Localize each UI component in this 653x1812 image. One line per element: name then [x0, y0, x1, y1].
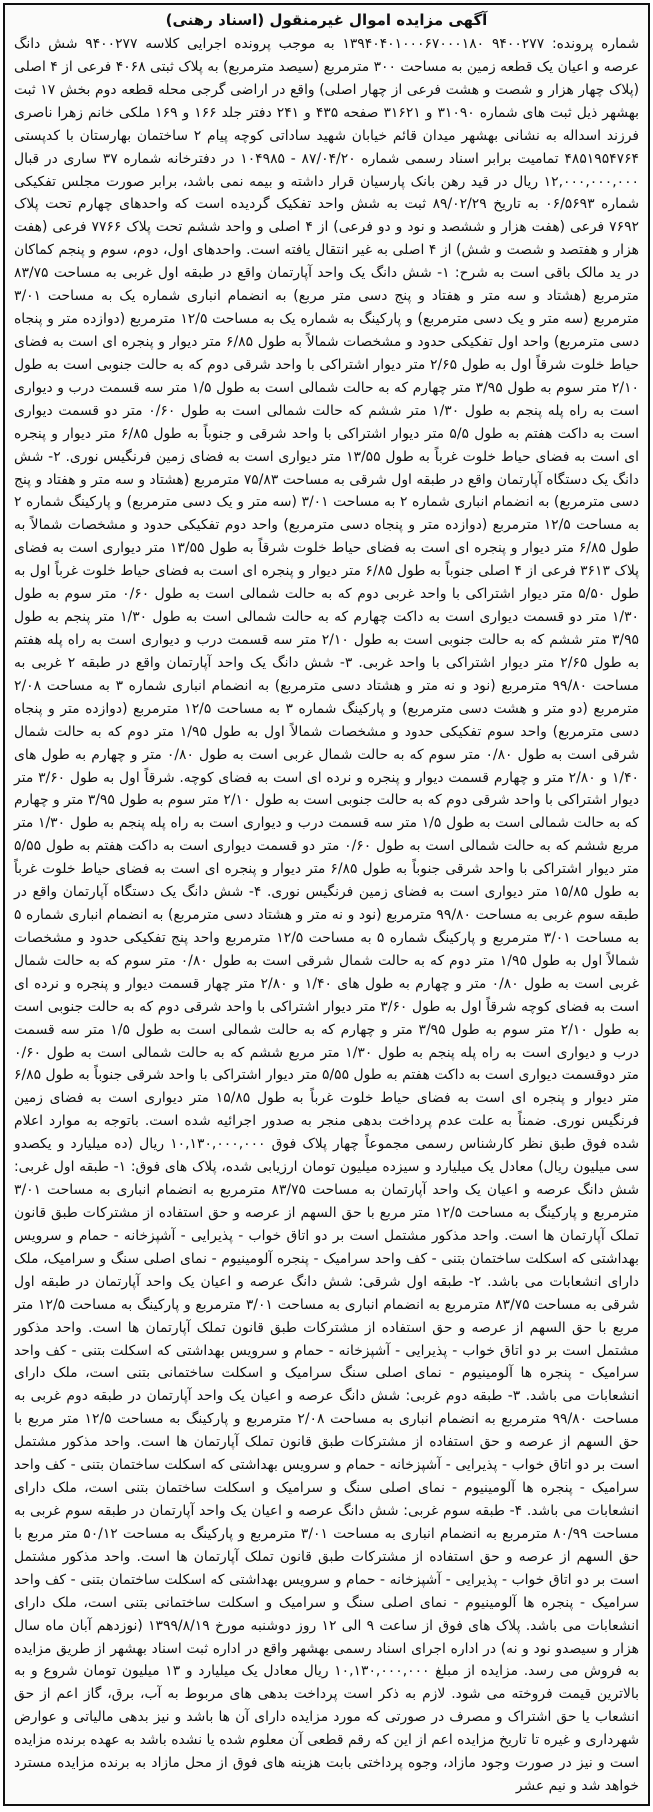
notice-paragraph: شماره پرونده: ۹۴۰۰۲۷۷ ۱۳۹۴۰۴۰۱۰۰۰۶۷۰۰۰۱۸۰ به موجب پرونده اجرایی کلاسه ۹۴۰۰۲۷۷ شش دانگ عرصه و اعیان یک قطعه زمین به مساحت ۳۰۰ مترمربع (سیصد مترمربع) به پلاک ثبتی ۴۰۶۸ فرعی از ۴ اصلی (پلاک چهار هزار و شصت و هشت فرعی از چهار اصلی) واقع در اراضی گرجی محله قطعه دوم بخش ۱۷ ثبت بهشهر ذیل ثبت های شماره ۳۱۰۹۰ و ۳۱۶۲۱ صفحه ۴۳۵ و ۲۴۱ دفتر جلد ۱۶۶ و ۱۶۹ ملکی خانم زهرا ناصری فرزند اسداله به نشانی بهشهر میدان قائم خیابان شهید ساداتی کوچه پیام ۲ ساختمان بهارستان با کدپستی ۴۸۵۱۹۵۴۷۶۴ تمامیت برابر اسناد رسمی شماره ۸۷/۰۴/۲۰ - ۱۰۴۹۸۵ در دفترخانه شماره ۳۷ ساری در قبال ۱۲,۰۰۰,۰۰۰,۰۰۰ ریال در قید رهن بانک پارسیان قرار داشته و بیمه نمی باشد، برابر صورت مجلس تفکیکی شماره ۰۶/۵۶۹۳ به تاریخ ۸۹/۰۲/۲۹ ثبت به شش واحد تفکیک گردیده است که واحدهای چهارم تحت پلاک ۷۶۹۲ فرعی (هفت هزار و ششصد و نود و دو فرعی) از ۴ اصلی و واحد ششم تحت پلاک ۷۷۶۶ فرعی (هفت هزار و هفتصد و شصت و شش) از ۴ اصلی به غیر انتقال یافته است. واحدهای اول، دوم، سوم و پنجم کماکان در ید مالک باقی است به شرح: ۱- شش دانگ یک واحد آپارتمان واقع در طبقه اول غربی به مساحت ۸۳/۷۵ مترمربع (هشتاد و سه متر و هفتاد و پنج دسی متر مربع) به انضمام انباری شماره یک به مساحت ۳/۰۱ مترمربع (سه متر و یک دسی مترمربع) و پارکینگ به شماره یک به مساحت ۱۲/۵ مترمربع (دوازده متر و پنجاه دسی مترمربع) واحد اول تفکیکی حدود و مشخصات شمالاً به طول ۶/۸۵ متر دیوار و پنجره ای است به فضای حیاط خلوت شرقاً اول به طول ۲/۶۵ متر دیوار اشتراکی با واحد شرقی دوم که به حالت جنوبی است به طول ۲/۱۰ متر سوم به طول ۳/۹۵ متر چهارم که به حالت شمالی است به طول ۱/۵ متر سه قسمت درب و دیواری است به راه پله پنجم به طول ۱/۳۰ متر ششم که حالت شمالی است به طول ۰/۶۰ متر دو قسمت دیواری است به داکت هفتم به طول ۵/۵ متر دیوار اشتراکی با واحد شرقی و جنوباً به طول ۶/۸۵ متر دیوار و پنجره ای است به فضای حیاط خلوت غرباً به طول ۱۳/۵۵ متر دیواری است به فضای زمین فرنگیس نوری. ۲- شش دانگ یک دستگاه آپارتمان واقع در طبقه اول شرقی به مساحت ۷۵/۸۳ مترمربع (هشتاد و سه متر و هفتاد و پنج دسی مترمربع) به انضمام انباری شماره ۲ به مساحت ۳/۰۱ (سه متر و یک دسی مترمربع) و پارکینگ شماره ۲ به مساحت ۱۲/۵ مترمربع (دوازده متر و پنجاه دسی مترمربع) واحد دوم تفکیکی حدود و مشخصات شمالاً به طول ۶/۸۵ متر دیوار و پنجره ای است به فضای حیاط خلوت شرقاً به طول ۱۳/۵۵ متر دیواری است به فضای پلاک ۳۶۱۳ فرعی از ۴ اصلی جنوباً به طول ۶/۸۵ متر دیوار و پنجره ای است به فضای حیاط خلوت غرباً اول به طول ۵/۵۰ متر دیوار اشتراکی با واحد غربی دوم که به حالت شمالی است به طول ۰/۶۰ متر سوم به طول ۱/۳۰ متر دو قسمت دیواری است به داکت چهارم که به حالت شمالی است به طول ۱/۳۰ متر پنجم به طول ۳/۹۵ متر ششم که به حالت جنوبی است به طول ۲/۱۰ متر سه قسمت درب و دیواری است به راه پله هفتم به طول ۲/۶۵ متر دیوار اشتراکی با واحد غربی. ۳- شش دانگ یک واحد آپارتمان واقع در طبقه ۲ غربی به مساحت ۹۹/۸۰ مترمربع (نود و نه متر و هشتاد دسی مترمربع) به انضمام انباری شماره ۳ به مساحت ۲/۰۸ مترمربع (دو متر و هشت دسی مترمربع) و پارکینگ شماره ۳ به مساحت ۱۲/۵ مترمربع (دوازده متر و پنجاه دسی مترمربع) واحد سوم تفکیکی حدود و مشخصات شمالاً اول به طول ۱/۹۵ متر دوم که به حالت شمال شرقی است به طول ۰/۸۰ متر سوم که به حالت شمال غربی است به طول ۰/۸۰ متر و چهارم به طول های ۱/۴۰ و ۲/۸۰ متر و چهارم قسمت دیوار و پنجره و نرده ای است به فضای کوچه. شرقاً اول به طول ۳/۶۰ متر دیوار اشتراکی با واحد شرقی دوم که به حالت جنوبی است به طول ۲/۱۰ متر سوم به طول ۳/۹۵ متر و چهارم که به حالت شمالی است به طول ۱/۵ متر سه قسمت درب و دیواری است به راه پله پنجم به طول ۱/۳۰ متر مربع ششم که به حالت شمالی است به طول ۰/۶۰ متر دو قسمت دیواری است به داکت هفتم به طول ۵/۵۵ متر دیوار اشتراکی با واحد شرقی جنوباً به طول ۶/۸۵ متر دیوار و پنجره ای است به فضای حیاط خلوت غرباً به طول ۱۵/۸۵ متر دیواری است به فضای زمین فرنگیس نوری. ۴- شش دانگ یک دستگاه آپارتمان واقع در طبقه سوم غربی به مساحت ۹۹/۸۰ مترمربع (نود و نه متر و هشتاد دسی مترمربع) به انضمام انباری شماره ۵ به مساحت ۳/۰۱ مترمربع و پارکینگ شماره ۵ به مساحت ۱۲/۵ مترمربع واحد پنج تفکیکی حدود و مشخصات شمالاً اول به طول ۱/۹۵ متر دوم که به حالت شمال شرقی است به طول ۰/۸۰ متر سوم که به حالت شمال غربی است به طول ۰/۸۰ متر و چهارم به طول های ۱/۴۰ و ۲/۸۰ متر چهار قسمت دیوار و پنجره و نرده ای است به فضای کوچه شرقاً اول به طول ۳/۶۰ متر دیوار اشتراکی با واحد شرقی دوم که به حالت جنوبی است به طول ۲/۱۰ متر سوم به طول ۳/۹۵ متر و چهارم که به حالت شمالی است به طول ۱/۵ متر سه قسمت درب و دیواری است به راه پله پنجم به طول ۱/۳۰ متر مربع ششم که به حالت شمالی است به طول ۰/۶۰ متر دوقسمت دیواری است به داکت هفتم به طول ۵/۵۵ متر دیوار اشتراکی با واحد شرقی جنوباً به طول ۶/۸۵ متر دیوار و پنجره ای است به فضای حیاط خلوت غرباً به طول ۱۵/۸۵ متر دیواری است به فضای زمین فرنگیس نوری. ضمناً به علت عدم پرداخت بدهی منجر به صدور اجرائیه شده است. باتوجه به موارد اعلام شده فوق طبق نظر کارشناس رسمی مجموعاً چهار پلاک فوق ۱۰,۱۳۰,۰۰۰,۰۰۰ ریال (ده میلیارد و یکصدو سی میلیون ریال) معادل یک میلیارد و سیزده میلیون تومان ارزیابی شده، پلاک های فوق: ۱- طبقه اول غربی: شش دانگ عرصه و اعیان یک واحد آپارتمان به مساحت ۸۳/۷۵ مترمربع به انضمام انباری به مساحت ۳/۰۱ مترمربع و پارکینگ به مساحت ۱۲/۵ متر مربع با حق السهم از عرصه و حق استفاده از مشترکات طبق قانون تملک آپارتمان ها است. واحد مذکور مشتمل است بر دو اتاق خواب - پذیرایی - آشپزخانه - حمام و سرویس بهداشتی که اسکلت ساختمان بتنی - کف واحد سرامیک - پنجره آلومینیوم - نمای اصلی سنگ و سرامیک، ملک دارای انشعابات می باشد. ۲- طبقه اول شرقی: شش دانگ عرصه و اعیان یک واحد آپارتمان در طبقه اول شرقی به مساحت ۸۳/۷۵ مترمربع به انضمام انباری به مساحت ۳/۰۱ مترمربع و پارکینگ به مساحت ۱۲/۵ متر مربع با حق السهم از عرصه و حق استفاده از مشترکات طبق قانون تملک آپارتمان ها است. واحد مذکور مشتمل است بر دو اتاق خواب - پذیرایی - آشپزخانه - حمام و سرویس بهداشتی که اسکلت بتنی - کف واحد سرامیک - پنجره ها آلومینیوم - نمای اصلی سنگ سرامیک و اسکلت ساختمانی بتنی است، ملک دارای انشعابات می باشد. ۳- طبقه دوم غربی: شش دانگ عرصه و اعیان یک واحد آپارتمان در طبقه دوم غربی به مساحت ۹۹/۸۰ مترمربع به انضمام انباری به مساحت ۲/۰۸ مترمربع و پارکینگ به مساحت ۱۲/۵ متر مربع با حق السهم از عرصه و حق استفاده از مشترکات طبق قانون تملک آپارتمان ها است. واحد مذکور مشتمل است بر دو اتاق خواب - پذیرایی - آشپزخانه - حمام و سرویس بهداشتی که اسکلت ساختمان بتنی - کف واحد سرامیک - پنجره ها آلومینیوم - نمای اصلی سنگ و سرامیک و اسکلت ساختمان بتنی است، ملک دارای انشعابات می باشد. ۴- طبقه سوم غربی: شش دانگ عرصه و اعیان یک واحد آپارتمان در طبقه سوم غربی به مساحت ۸۰/۹۹ مترمربع به انضمام انباری به مساحت ۳/۰۱ مترمربع و پارکینگ به مساحت ۵۰/۱۲ متر مربع با حق السهم از عرصه و حق استفاده از مشترکات طبق قانون تملک آپارتمان ها است. واحد مذکور مشتمل است بر دو اتاق خواب - پذیرایی - آشپزخانه - حمام و سرویس بهداشتی که اسکلت ساختمان بتنی - کف واحد سرامیک - پنجره ها آلومینیوم - نمای اصلی سنگ و سرامیک و اسکلت ساختمانی بتنی است، ملک دارای انشعابات می باشد. پلاک های فوق از ساعت ۹ الی ۱۲ روز دوشنبه مورخ ۱۳۹۹/۸/۱۹ (نوزدهم آبان ماه سال هزار و سیصدو نود و نه) در اداره اجرای اسناد رسمی بهشهر واقع در اداره ثبت اسناد بهشهر از طریق مزایده به فروش می رسد. مزایده از مبلغ ۱۰,۱۳۰,۰۰۰,۰۰۰ ریال معادل یک میلیارد و ۱۳ میلیون تومان شروع و به بالاترین قیمت فروخته می شود. لازم به ذکر است پرداخت بدهی های مربوط به آب، برق، گاز اعم از حق انشعاب یا حق اشتراک و مصرف در صورتی که مورد مزایده دارای آن ها باشد و نیز بدهی مالیاتی و عوارض شهرداری و غیره تا تاریخ مزایده اعم از این که رقم قطعی آن معلوم شده یا نشده باشد به عهده برنده مزایده است و نیز در صورت وجود مازاد، وجوه پرداختی بابت هزینه های فوق از محل مازاد به برنده مزایده مسترد خواهد شد و نیم عشر	[14, 36, 640, 1795]
auction-notice	[3, 3, 650, 1806]
notice-body	[14, 33, 639, 1798]
notice-title: آگهی مزایده اموال غیرمنقول (اسناد رهنی)	[165, 11, 488, 29]
